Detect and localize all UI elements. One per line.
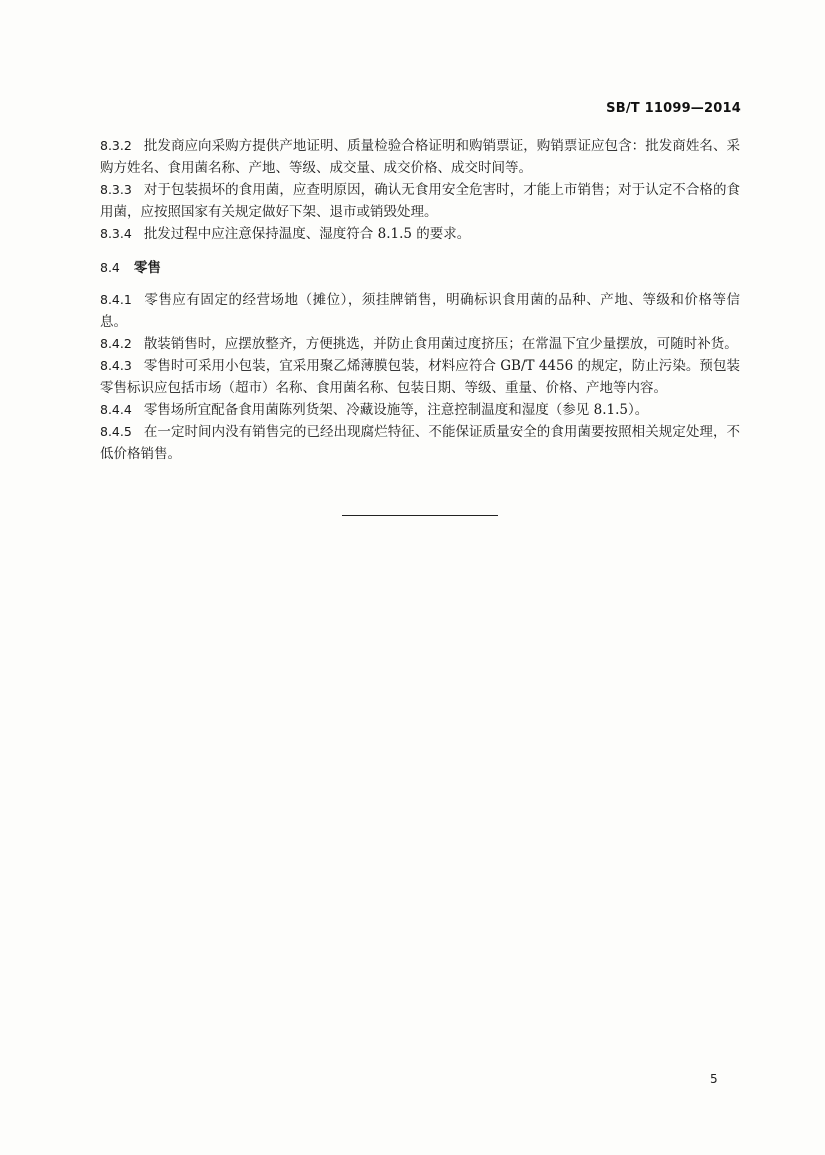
clause-number: 8.4.4 xyxy=(100,402,132,417)
clause-number: 8.4.1 xyxy=(100,292,132,307)
document-code: SB/T 11099—2014 xyxy=(606,101,741,116)
clause-8-4-2 xyxy=(100,333,740,355)
clause-8-4-1 xyxy=(100,289,740,333)
clause-8-3-2 xyxy=(100,135,740,179)
clause-text: 批发过程中应注意保持温度、湿度符合 8.1.5 的要求。 xyxy=(143,226,471,242)
clause-8-3-4 xyxy=(100,223,740,245)
section-heading-8-4 xyxy=(100,257,740,279)
clause-text: 在一定时间内没有销售完的已经出现腐烂特征、不能保证质量安全的食用菌要按照相关规定处理，不低价格销售。 xyxy=(100,424,740,462)
clause-text: 散装销售时，应摆放整齐，方便挑选，并防止食用菌过度挤压；在常温下宜少量摆放，可随时补货。 xyxy=(143,336,738,352)
clause-text: 零售应有固定的经营场地（摊位），须挂牌销售，明确标识食用菌的品种、产地、等级和价格等信息。 xyxy=(100,292,740,330)
clause-number: 8.3.3 xyxy=(100,182,132,197)
clause-number: 8.4.5 xyxy=(100,424,132,439)
clause-text: 批发商应向采购方提供产地证明、质量检验合格证明和购销票证，购销票证应包含：批发商姓名、采购方姓名、食用菌名称、产地、等级、成交量、成交价格、成交时间等。 xyxy=(100,138,740,176)
document-body xyxy=(100,135,740,465)
clause-number: 8.3.2 xyxy=(100,138,132,153)
page-number: 5 xyxy=(710,1072,718,1086)
clause-8-4-5 xyxy=(100,421,740,465)
clause-text: 对于包装损坏的食用菌，应查明原因，确认无食用安全危害时，才能上市销售；对于认定不合格的食用菌，应按照国家有关规定做好下架、退市或销毁处理。 xyxy=(100,182,740,220)
clause-8-4-4 xyxy=(100,399,740,421)
section-number: 8.4 xyxy=(100,260,120,275)
section-title: 零售 xyxy=(133,260,161,276)
clause-text: 零售场所宜配备食用菌陈列货架、冷藏设施等，注意控制温度和湿度（参见 8.1.5）。 xyxy=(143,402,649,418)
clause-8-4-3 xyxy=(100,355,740,399)
clause-text: 零售时可采用小包装，宜采用聚乙烯薄膜包装，材料应符合 GB/T 4456 的规定，防止污染。预包装零售标识应包括市场（超市）名称、食用菌名称、包装日期、等级、重量、价格、产地等内容。 xyxy=(100,358,740,396)
end-of-document-rule xyxy=(342,515,498,516)
clause-8-3-3 xyxy=(100,179,740,223)
clause-number: 8.4.2 xyxy=(100,336,132,351)
clause-number: 8.3.4 xyxy=(100,226,132,241)
clause-number: 8.4.3 xyxy=(100,358,132,373)
